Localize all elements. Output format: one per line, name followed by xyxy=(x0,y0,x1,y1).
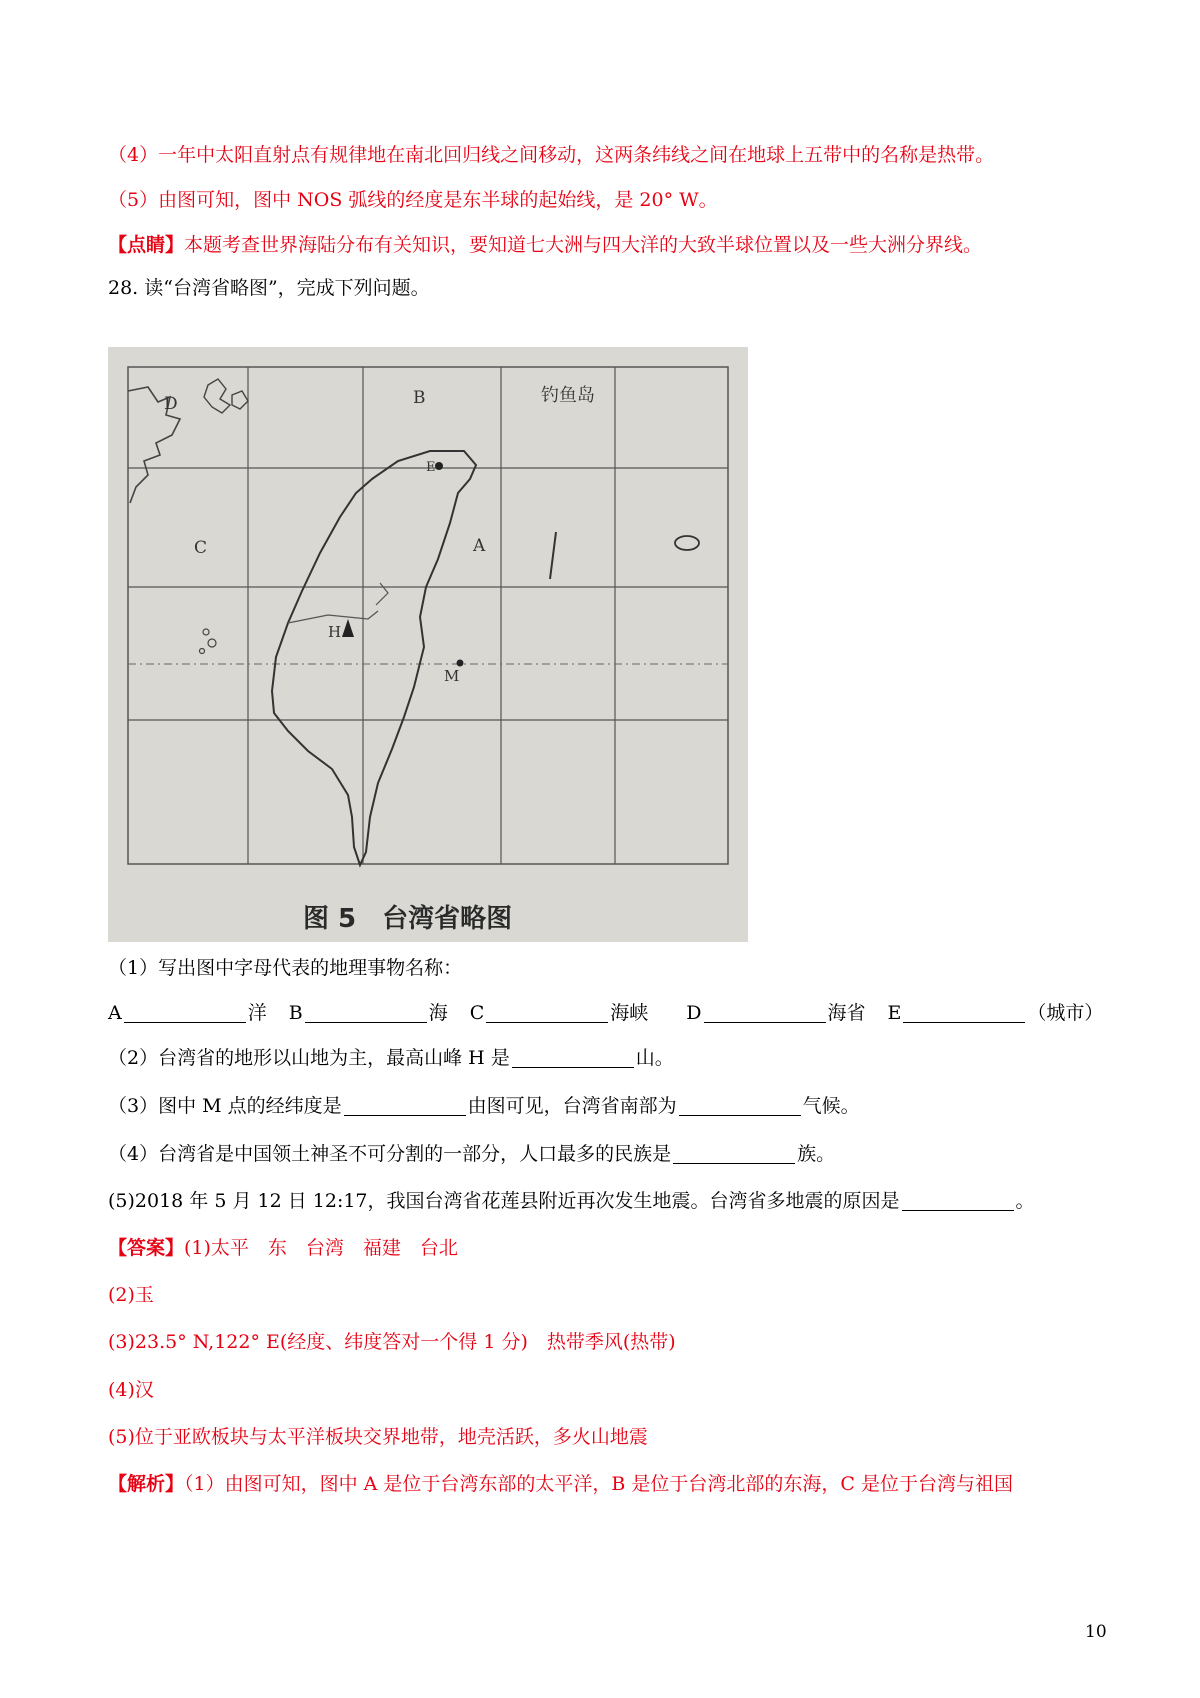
answer-1 xyxy=(108,1235,458,1261)
label-c: C xyxy=(194,538,208,558)
point-m xyxy=(457,660,464,667)
blank-suffix-d: 海省 xyxy=(827,1002,866,1024)
prev-comment xyxy=(108,232,982,258)
question-1: （1）写出图中字母代表的地理事物名称： xyxy=(108,957,463,979)
answer-blank-earthquake xyxy=(902,1190,1014,1211)
answer-4: (4)汉 xyxy=(108,1379,154,1401)
answer-3: (3)23.5° N,122° E(经度、纬度答对一个得 1 分) 热带季风(热带) xyxy=(108,1331,676,1353)
comment-text: 本题考查世界海陆分布有关知识，要知道七大洲与四大洋的大致半球位置以及一些大洲分界线。 xyxy=(184,234,983,256)
blank-label-a: A xyxy=(108,1002,122,1024)
answer-blank-m xyxy=(344,1095,466,1116)
question-2-prefix: （2）台湾省的地形以山地为主，最高山峰 H 是 xyxy=(108,1047,510,1069)
label-a: A xyxy=(473,536,486,556)
question-5 xyxy=(108,1188,1035,1214)
answer-1-text: (1)太平 东 台湾 福建 台北 xyxy=(184,1237,458,1259)
taipei-point xyxy=(435,462,443,470)
analysis xyxy=(108,1471,1013,1497)
label-m: M xyxy=(444,667,460,685)
question-title: 28. 读“台湾省略图”，完成下列问题。 xyxy=(108,277,430,299)
label-h: H xyxy=(328,623,342,641)
question-4-suffix: 族。 xyxy=(797,1143,836,1165)
question-2 xyxy=(108,1045,674,1071)
blank-label-e: E xyxy=(887,1002,902,1024)
question-3-prefix: （3）图中 M 点的经纬度是 xyxy=(108,1095,342,1117)
taiwan-map-figure xyxy=(108,347,748,942)
label-b: B xyxy=(413,388,426,408)
blank-suffix-e: （城市） xyxy=(1027,1002,1104,1024)
answer-5: (5)位于亚欧板块与太平洋板块交界地带，地壳活跃，多火山地震 xyxy=(108,1426,648,1448)
prev-item-4: （4）一年中太阳直射点有规律地在南北回归线之间移动，这两条纬线之间在地球上五带中的名称是热带。 xyxy=(108,144,995,166)
answer-blank-d xyxy=(704,1002,826,1023)
question-5-suffix: 。 xyxy=(1015,1190,1035,1212)
page-number: 10 xyxy=(1085,1622,1107,1642)
answer-blank-ethnic xyxy=(673,1143,795,1164)
answer-blank-b xyxy=(305,1002,427,1023)
answer-tag: 【答案】 xyxy=(108,1237,185,1259)
taiwan-map xyxy=(108,347,748,942)
question-3 xyxy=(108,1093,860,1119)
question-3-middle: 由图可见，台湾省南部为 xyxy=(467,1095,677,1117)
answer-blank-h xyxy=(512,1047,634,1068)
question-1-blanks xyxy=(108,1000,1103,1026)
question-4-prefix: （4）台湾省是中国领土神圣不可分割的一部分，人口最多的民族是 xyxy=(108,1143,672,1165)
blank-label-b: B xyxy=(288,1002,303,1024)
question-2-suffix: 山。 xyxy=(635,1047,674,1069)
figure-caption: 图 5 台湾省略图 xyxy=(303,904,513,934)
answer-blank-a xyxy=(124,1002,246,1023)
label-d: D xyxy=(164,394,178,414)
analysis-tag: 【解析】 xyxy=(108,1473,185,1495)
blank-suffix-c: 海峡 xyxy=(610,1002,649,1024)
answer-2: (2)玉 xyxy=(108,1284,154,1306)
blank-label-c: C xyxy=(469,1002,485,1024)
answer-blank-c xyxy=(486,1002,608,1023)
question-5-prefix: (5)2018 年 5 月 12 日 12:17，我国台湾省花莲县附近再次发生地震。台湾省多地震的原因是 xyxy=(108,1190,900,1212)
question-3-suffix: 气候。 xyxy=(802,1095,860,1117)
prev-item-5: （5）由图可知，图中 NOS 弧线的经度是东半球的起始线，是 20° W。 xyxy=(108,189,718,211)
map-background xyxy=(108,347,748,942)
comment-tag: 【点睛】 xyxy=(108,234,185,256)
question-4 xyxy=(108,1141,835,1167)
answer-blank-climate xyxy=(679,1095,801,1116)
label-diaoyu: 钓鱼岛 xyxy=(541,385,595,406)
blank-suffix-b: 海 xyxy=(428,1002,448,1024)
answer-blank-e xyxy=(903,1002,1025,1023)
blank-suffix-a: 洋 xyxy=(247,1002,267,1024)
label-e: E xyxy=(426,460,436,475)
blank-label-d: D xyxy=(686,1002,702,1024)
analysis-text: （1）由图可知，图中 A 是位于台湾东部的太平洋，B 是位于台湾北部的东海，C 是位于台湾与祖国 xyxy=(184,1473,1013,1495)
